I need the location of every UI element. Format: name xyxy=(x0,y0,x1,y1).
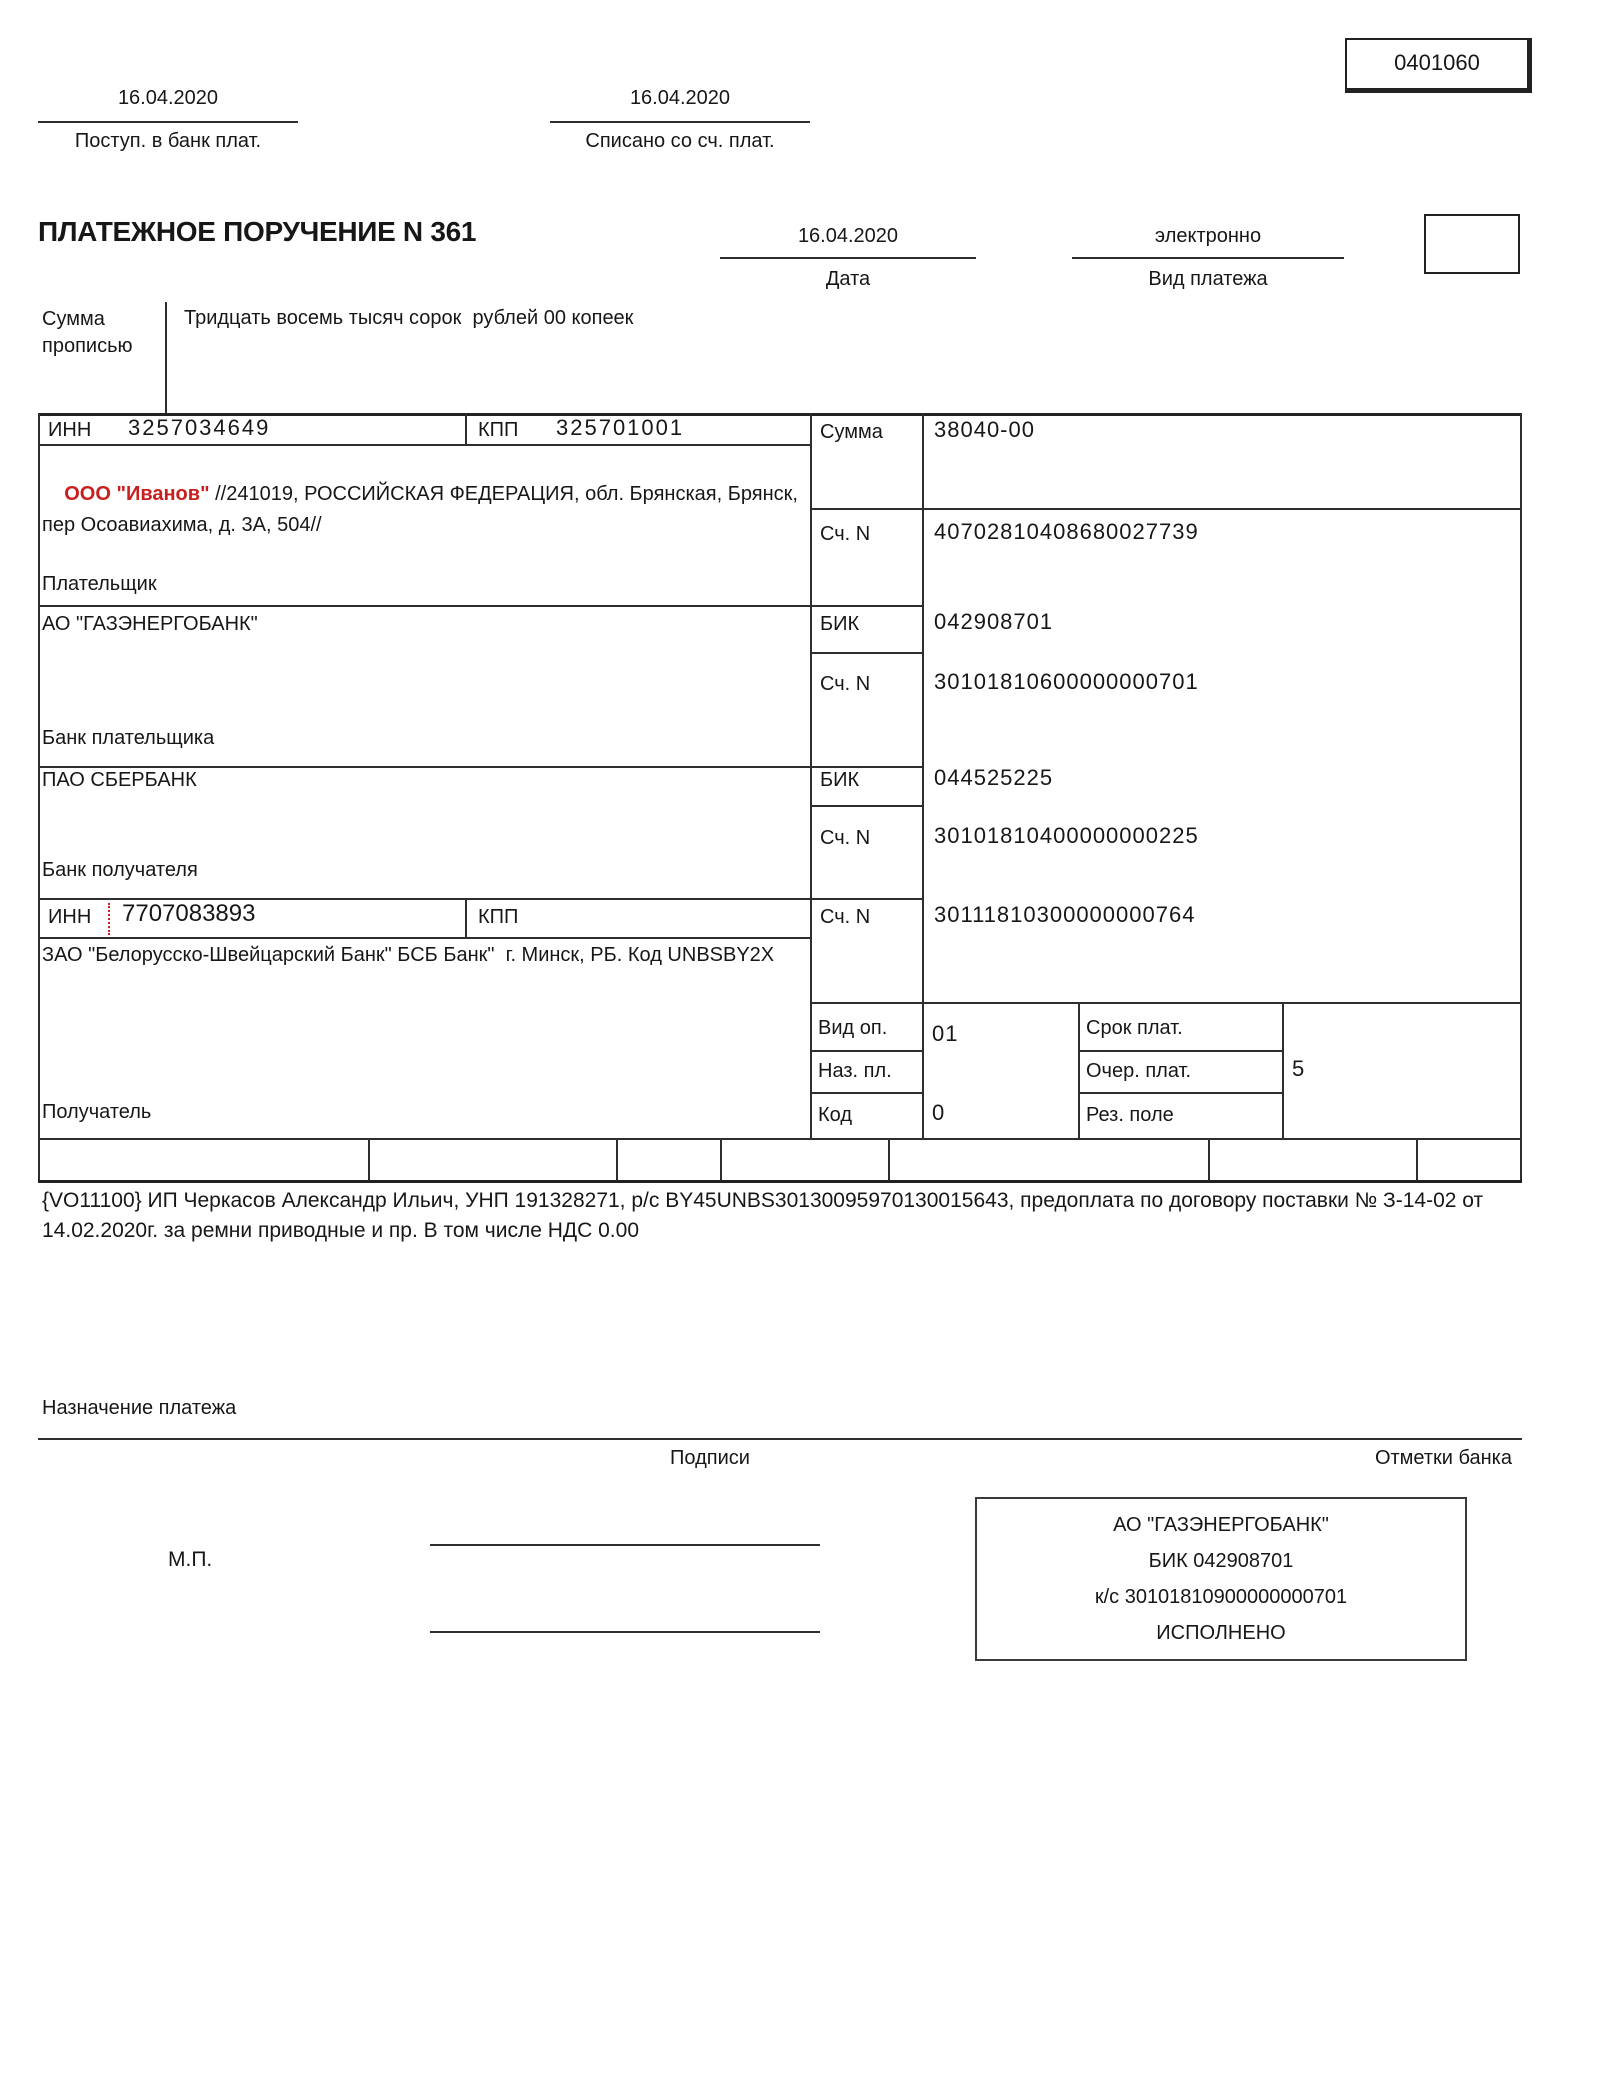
cells-divider-6 xyxy=(1416,1140,1418,1180)
beneficiary-kpp-label: КПП xyxy=(478,906,519,928)
opkind-col2-right xyxy=(1282,1002,1284,1138)
code-value: 0 xyxy=(932,1100,946,1125)
debited-underline xyxy=(550,121,810,123)
beneficiary-account-label: Сч. N xyxy=(820,906,871,928)
opkind-row2-line-a xyxy=(810,1092,922,1094)
inn-kpp-divider-beneficiary xyxy=(465,898,467,937)
payment-kind-underline xyxy=(1072,257,1344,259)
amount-words-divider xyxy=(165,302,167,413)
payer-account-label: Сч. N xyxy=(820,523,871,545)
payer-inn-row-line xyxy=(38,444,810,446)
opkind-row2-line-b xyxy=(1078,1092,1282,1094)
payer-name-highlight: ООО "Иванов" xyxy=(64,483,210,505)
beneficiary-bank-account-value: 30101810400000000225 xyxy=(934,823,1199,848)
bank-stamp-box xyxy=(975,1497,1467,1661)
beneficiary-bank-section-label: Банк получателя xyxy=(42,859,198,881)
code-label: Код xyxy=(818,1104,853,1126)
payer-account-value: 40702810408680027739 xyxy=(934,519,1199,544)
doc-date-value: 16.04.2020 xyxy=(797,225,899,247)
bank-stamp-bik: БИК 042908701 xyxy=(1148,1550,1294,1572)
beneficiary-bank-bik-label: БИК xyxy=(820,769,860,791)
beneficiary-section-label: Получатель xyxy=(42,1101,152,1123)
received-date: 16.04.2020 xyxy=(117,87,219,109)
payer-bank-section-label: Банк плательщика xyxy=(42,727,215,749)
purpose-bottom-line xyxy=(38,1438,1522,1440)
signatures-label: Подписи xyxy=(670,1447,750,1469)
payer-section-line xyxy=(38,605,922,607)
payer-bank-account-label: Сч. N xyxy=(820,673,871,695)
bank-stamp-status: ИСПОЛНЕНО xyxy=(1156,1622,1286,1644)
reserve-box xyxy=(1424,214,1520,274)
beneficiary-bank-bik-value: 044525225 xyxy=(934,765,1054,790)
inn-kpp-divider-payer xyxy=(465,413,467,444)
debited-date: 16.04.2020 xyxy=(629,87,731,109)
form-code-box xyxy=(1345,38,1532,93)
opkind-top-line xyxy=(810,1002,1520,1004)
amount-value: 38040-00 xyxy=(934,417,1035,442)
beneficiary-inn-label: ИНН xyxy=(48,906,92,928)
doc-date-underline xyxy=(720,257,976,259)
table-label-divider xyxy=(922,413,924,1138)
stamp-place-label: М.П. xyxy=(168,1548,213,1571)
payer-kpp-value: 325701001 xyxy=(556,415,685,440)
signature-line-1 xyxy=(430,1544,820,1546)
payer-inn-value: 3257034649 xyxy=(128,415,271,440)
beneficiary-account-value: 30111810300000000764 xyxy=(934,902,1196,927)
bank-stamp-bank-name: АО "ГАЗЭНЕРГОБАНК" xyxy=(1113,1514,1329,1536)
opkind-row1-line-a xyxy=(810,1050,922,1052)
beneficiary-bank-account-label: Сч. N xyxy=(820,827,871,849)
amount-words-label: Сумма прописью xyxy=(42,308,133,357)
beneficiary-inn-value: 7707083893 xyxy=(122,900,256,927)
bank-marks-label: Отметки банка xyxy=(1374,1447,1512,1469)
received-label: Поступ. в банк плат. xyxy=(74,130,262,152)
cells-divider-3 xyxy=(720,1140,722,1180)
payer-name-rest: //241019, РОССИЙСКАЯ ФЕДЕРАЦИЯ, обл. Брянская, Брянск, пер Осоавиахима, д. 3А, 504// xyxy=(42,483,804,536)
op-kind-label: Вид оп. xyxy=(818,1017,888,1039)
cells-divider-5 xyxy=(1208,1140,1210,1180)
payment-kind-label: Вид платежа xyxy=(1148,268,1268,290)
amount-words-value: Тридцать восемь тысяч сорок рублей 00 копеек xyxy=(184,307,634,329)
beneficiary-inn-row-line xyxy=(38,937,810,939)
payer-bank-bik-value: 042908701 xyxy=(934,609,1054,634)
reserve-field-label: Рез. поле xyxy=(1086,1104,1174,1126)
payer-bank-bik-label: БИК xyxy=(820,613,860,635)
beneficiary-bank-name: ПАО СБЕРБАНК xyxy=(42,769,197,791)
payer-bank-name: АО "ГАЗЭНЕРГОБАНК" xyxy=(42,613,258,635)
payer-name xyxy=(42,448,817,572)
payment-term-label: Срок плат. xyxy=(1086,1017,1183,1039)
payer-section-label: Плательщик xyxy=(42,573,157,595)
priority-label: Очер. плат. xyxy=(1086,1060,1192,1082)
cells-row-top-line xyxy=(38,1138,1522,1140)
beneficiary-name: ЗАО "Белорусско-Швейцарский Банк" БСБ Банк" г. Минск, РБ. Код UNBSBY2X xyxy=(42,944,775,966)
payer-kpp-label: КПП xyxy=(478,419,519,441)
signature-line-2 xyxy=(430,1631,820,1633)
cells-divider-4 xyxy=(888,1140,890,1180)
form-code: 0401060 xyxy=(1394,50,1480,75)
beneficiary-bank-bik-line xyxy=(810,805,922,807)
bank-stamp-corr-account: к/с 30101810900000000701 xyxy=(1094,1586,1348,1608)
payer-bank-bik-line xyxy=(810,652,922,654)
amount-cell-line xyxy=(810,508,1520,510)
purpose-section-label: Назначение платежа xyxy=(42,1397,237,1419)
debited-label: Списано со сч. плат. xyxy=(585,130,775,152)
op-kind-value: 01 xyxy=(932,1021,959,1046)
purpose-code-label: Наз. пл. xyxy=(818,1060,892,1082)
payer-inn-label: ИНН xyxy=(48,419,92,441)
page-title: ПЛАТЕЖНОЕ ПОРУЧЕНИЕ N 361 xyxy=(38,216,477,247)
cells-row-bottom-line xyxy=(38,1180,1522,1183)
red-cursor-mark xyxy=(108,903,110,935)
table-right-border xyxy=(1520,413,1522,1180)
cells-divider-1 xyxy=(368,1140,370,1180)
amount-label: Сумма xyxy=(820,421,883,443)
table-left-border xyxy=(38,413,40,1180)
doc-date-label: Дата xyxy=(825,268,871,290)
opkind-col2-left xyxy=(1078,1002,1080,1138)
opkind-row1-line-b xyxy=(1078,1050,1282,1052)
payer-bank-account-value: 30101810600000000701 xyxy=(934,669,1199,694)
received-underline xyxy=(38,121,298,123)
cells-divider-2 xyxy=(616,1140,618,1180)
payment-kind-value: электронно xyxy=(1154,225,1262,247)
priority-value: 5 xyxy=(1292,1056,1306,1081)
purpose-text: {VO11100} ИП Черкасов Александр Ильич, УНП 191328271, р/с BY45UNBS30130095970130015643, предоплата по договору поставки № З-14-02 от 14.02.2020г. за ремни приводные и пр. В том числе НДС 0.00 xyxy=(42,1189,1489,1242)
